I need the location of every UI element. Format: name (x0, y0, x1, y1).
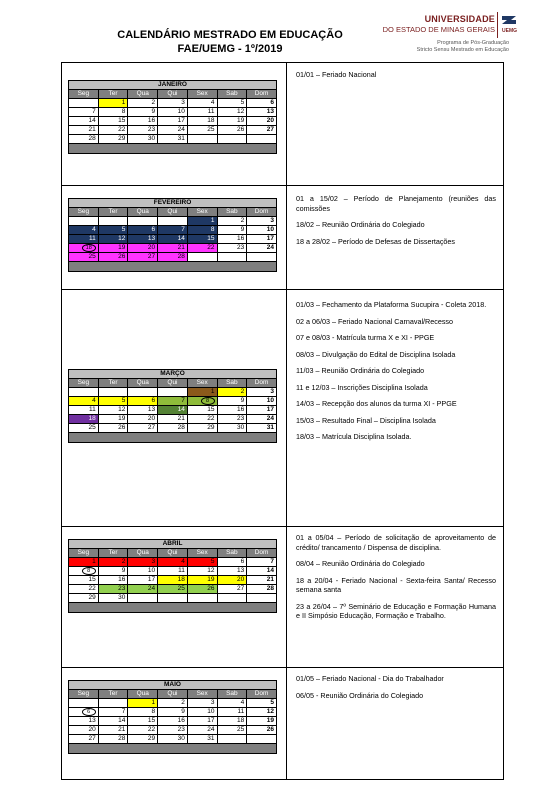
day-cell: 25 (69, 424, 99, 433)
day-cell (247, 253, 277, 262)
weekday-label: Dom (247, 208, 277, 217)
day-cell: 17 (247, 235, 277, 244)
day-cell: 27 (128, 253, 158, 262)
event-item: 11/03 – Reunião Ordinária do Colegiado (296, 366, 425, 375)
day-cell (69, 388, 99, 397)
day-cell: 22 (187, 244, 217, 253)
day-cell: 14 (247, 567, 277, 576)
day-cell (217, 735, 247, 744)
day-cell: 8 (98, 108, 128, 117)
logo-abbreviation: UEMG (502, 28, 517, 34)
event-item: 11 e 12/03 – Inscrições Disciplina Isolada (296, 382, 428, 392)
day-cell: 24 (187, 726, 217, 735)
weekday-label: Qui (158, 549, 188, 558)
weekday-label: Ter (98, 208, 128, 217)
event-item: 18 a 20/04 - Feriado Nacional - Sexta-feira Santa/ Recesso semana santa (296, 575, 496, 594)
day-cell: 9 (217, 226, 247, 235)
day-cell: 13 (217, 567, 247, 576)
day-cell: 17 (128, 576, 158, 585)
university-state: DO ESTADO DE MINAS GERAIS (382, 25, 495, 34)
day-cell: 27 (217, 585, 247, 594)
day-cell (217, 253, 247, 262)
day-cell: 7 (158, 226, 188, 235)
day-cell: 3 (128, 558, 158, 567)
day-cell (187, 397, 217, 406)
weekday-label: Sex (187, 690, 217, 699)
day-cell (247, 594, 277, 603)
event-item: 02 a 06/03 – Feriado Nacional Carnaval/Recesso (296, 316, 454, 326)
event-item: 01 a 15/02 – Período de Planejamento (reuniões das comissões (296, 194, 496, 213)
event-item: 15/03 – Resultado Final – Disciplina Isolada (296, 415, 436, 425)
day-cell: 2 (158, 699, 188, 708)
day-cell: 9 (128, 108, 158, 117)
day-cell: 6 (247, 99, 277, 108)
weekday-label: Qua (128, 549, 158, 558)
day-cell: 17 (247, 406, 277, 415)
day-cell: 18 (158, 576, 188, 585)
day-cell: 23 (98, 585, 128, 594)
day-cell: 4 (158, 558, 188, 567)
day-cell: 18 (217, 717, 247, 726)
day-cell: 7 (247, 558, 277, 567)
column-divider (286, 62, 287, 780)
day-cell: 21 (158, 244, 188, 253)
events-abril (296, 533, 496, 628)
day-cell: 28 (158, 424, 188, 433)
day-cell: 2 (128, 99, 158, 108)
day-cell: 18 (187, 117, 217, 126)
weekday-label: Dom (247, 379, 277, 388)
calendar-janeiro (68, 80, 277, 154)
day-cell: 26 (217, 126, 247, 135)
weekday-label: Seg (69, 90, 99, 99)
day-cell: 1 (69, 558, 99, 567)
day-cell (98, 699, 128, 708)
day-cell: 1 (187, 217, 217, 226)
event-item: 01 a 05/04 – Período de solicitação de aproveitamento de crédito/ trancamento / Dispensa de disciplina. (296, 533, 496, 552)
day-cell: 22 (69, 585, 99, 594)
event-item: 23 a 26/04 – 7º Seminário de Educação e Formação Humana e II Simpósio Educação, Formação e Trabalho. (296, 601, 496, 620)
day-cell: 25 (69, 253, 99, 262)
day-cell: 5 (98, 226, 128, 235)
day-cell: 11 (69, 406, 99, 415)
day-cell: 12 (217, 108, 247, 117)
day-cell: 12 (98, 235, 128, 244)
day-cell: 20 (69, 726, 99, 735)
row-divider (61, 185, 504, 186)
day-cell: 15 (98, 117, 128, 126)
day-cell: 16 (158, 717, 188, 726)
day-cell (69, 567, 99, 576)
day-cell (128, 594, 158, 603)
meeting-marker: 8 (201, 397, 215, 405)
event-item: 14/03 – Recepção dos alunos da turma XI - PPGE (296, 399, 457, 408)
weekday-label: Sab (217, 208, 247, 217)
day-cell: 24 (128, 585, 158, 594)
day-cell: 10 (247, 397, 277, 406)
day-cell: 12 (187, 567, 217, 576)
day-cell: 2 (217, 217, 247, 226)
weekday-label: Seg (69, 549, 99, 558)
weekday-label: Sab (217, 549, 247, 558)
day-cell: 20 (128, 415, 158, 424)
day-cell: 22 (128, 726, 158, 735)
day-cell: 5 (98, 397, 128, 406)
weekday-label: Seg (69, 208, 99, 217)
day-cell: 7 (158, 397, 188, 406)
row-divider (61, 526, 504, 527)
weekday-label: Seg (69, 379, 99, 388)
day-cell: 13 (128, 406, 158, 415)
day-cell: 21 (98, 726, 128, 735)
month-name: MARÇO (69, 370, 277, 379)
weekday-label: Qua (128, 690, 158, 699)
event-item: 18/03 – Matrícula Disciplina Isolada. (296, 432, 412, 441)
day-cell: 5 (217, 99, 247, 108)
day-cell: 2 (217, 388, 247, 397)
weekday-label: Dom (247, 90, 277, 99)
day-cell: 19 (98, 244, 128, 253)
event-item: 07 e 08/03 - Matrícula turma X e XI - PPGE (296, 333, 435, 342)
program-subtitle: Stricto Sensu Mestrado em Educação (416, 47, 509, 53)
day-cell: 25 (158, 585, 188, 594)
day-cell: 25 (187, 126, 217, 135)
meeting-marker: 6 (82, 708, 96, 716)
day-cell: 4 (69, 397, 99, 406)
day-cell: 28 (69, 135, 99, 144)
weekday-label: Sex (187, 90, 217, 99)
day-cell: 27 (247, 126, 277, 135)
day-cell: 19 (187, 576, 217, 585)
weekday-label: Qua (128, 90, 158, 99)
day-cell: 30 (128, 135, 158, 144)
day-cell: 11 (187, 108, 217, 117)
day-cell: 21 (247, 576, 277, 585)
day-cell: 15 (187, 235, 217, 244)
day-cell: 11 (69, 235, 99, 244)
weekday-label: Sab (217, 379, 247, 388)
day-cell: 24 (158, 126, 188, 135)
weekday-label: Sab (217, 90, 247, 99)
weekday-label: Qui (158, 690, 188, 699)
day-cell (247, 135, 277, 144)
calendar-marco (68, 369, 277, 443)
day-cell: 13 (247, 108, 277, 117)
day-cell (69, 217, 99, 226)
day-cell: 28 (247, 585, 277, 594)
weekday-label: Ter (98, 90, 128, 99)
day-cell: 7 (69, 108, 99, 117)
day-cell: 15 (128, 717, 158, 726)
day-cell: 28 (98, 735, 128, 744)
day-cell: 23 (158, 726, 188, 735)
day-cell: 29 (69, 594, 99, 603)
day-cell: 5 (187, 558, 217, 567)
day-cell: 19 (247, 717, 277, 726)
day-cell: 26 (98, 424, 128, 433)
day-cell: 9 (158, 708, 188, 717)
day-cell: 23 (128, 126, 158, 135)
event-item: 01/01 – Feriado Nacional (296, 70, 377, 79)
weekday-label: Seg (69, 690, 99, 699)
day-cell: 19 (98, 415, 128, 424)
day-cell: 31 (247, 424, 277, 433)
day-cell: 12 (247, 708, 277, 717)
calendar-footer-bar (69, 603, 277, 613)
day-cell: 4 (187, 99, 217, 108)
day-cell: 15 (69, 576, 99, 585)
day-cell: 21 (158, 415, 188, 424)
weekday-label: Ter (98, 379, 128, 388)
meeting-marker: 8 (82, 567, 96, 575)
day-cell: 16 (217, 235, 247, 244)
weekday-label: Sab (217, 690, 247, 699)
day-cell: 30 (98, 594, 128, 603)
day-cell: 6 (128, 226, 158, 235)
event-item: 01/05 – Feriado Nacional - Dia do Trabalhador (296, 674, 444, 683)
day-cell: 14 (69, 117, 99, 126)
day-cell: 3 (247, 217, 277, 226)
day-cell: 29 (128, 735, 158, 744)
weekday-label: Ter (98, 549, 128, 558)
day-cell (69, 99, 99, 108)
day-cell: 11 (217, 708, 247, 717)
calendar-subtitle: FAE/UEMG - 1º/2019 (177, 43, 283, 55)
events-maio (296, 674, 496, 707)
weekday-label: Dom (247, 549, 277, 558)
day-cell: 1 (98, 99, 128, 108)
weekday-label: Sex (187, 208, 217, 217)
event-item: 18 a 28/02 – Período de Defesas de Dissertações (296, 236, 456, 246)
month-name: ABRIL (69, 540, 277, 549)
day-cell (128, 217, 158, 226)
day-cell: 10 (128, 567, 158, 576)
day-cell: 23 (217, 415, 247, 424)
day-cell: 14 (98, 717, 128, 726)
day-cell: 6 (217, 558, 247, 567)
weekday-label: Qui (158, 90, 188, 99)
day-cell: 27 (128, 424, 158, 433)
event-item: 18/02 – Reunião Ordinária do Colegiado (296, 220, 425, 229)
day-cell: 21 (69, 126, 99, 135)
weekday-label: Ter (98, 690, 128, 699)
event-item: 08/04 – Reunião Ordinária do Colegiado (296, 559, 425, 568)
day-cell: 25 (217, 726, 247, 735)
day-cell: 1 (187, 388, 217, 397)
day-cell: 22 (187, 415, 217, 424)
day-cell: 31 (187, 735, 217, 744)
meeting-marker: 18 (82, 244, 96, 252)
day-cell (187, 594, 217, 603)
day-cell (158, 388, 188, 397)
day-cell: 10 (158, 108, 188, 117)
weekday-label: Sex (187, 379, 217, 388)
event-item: 08/03 – Divulgação do Edital de Disciplina Isolada (296, 349, 456, 359)
calendar-abril (68, 539, 277, 613)
calendar-footer-bar (69, 262, 277, 272)
uemg-logo (497, 12, 520, 38)
day-cell (69, 244, 99, 253)
day-cell (187, 253, 217, 262)
day-cell: 17 (158, 117, 188, 126)
day-cell (98, 388, 128, 397)
day-cell: 12 (98, 406, 128, 415)
day-cell (98, 217, 128, 226)
day-cell: 3 (247, 388, 277, 397)
day-cell (247, 735, 277, 744)
event-item: 06/05 - Reunião Ordinária do Colegiado (296, 690, 424, 700)
day-cell: 24 (247, 415, 277, 424)
day-cell: 29 (187, 424, 217, 433)
program-name: Programa de Pós-Graduação (437, 40, 509, 46)
weekday-label: Qua (128, 208, 158, 217)
day-cell (69, 699, 99, 708)
weekday-label: Sex (187, 549, 217, 558)
calendar-footer-bar (69, 744, 277, 754)
day-cell (69, 708, 99, 717)
day-cell: 9 (217, 397, 247, 406)
day-cell: 11 (158, 567, 188, 576)
day-cell: 9 (98, 567, 128, 576)
month-name: FEVEREIRO (69, 199, 277, 208)
day-cell: 31 (158, 135, 188, 144)
day-cell (158, 217, 188, 226)
calendar-footer-bar (69, 144, 277, 154)
day-cell: 14 (158, 235, 188, 244)
day-cell: 20 (217, 576, 247, 585)
day-cell: 18 (69, 415, 99, 424)
day-cell: 1 (128, 699, 158, 708)
day-cell: 30 (217, 424, 247, 433)
day-cell: 4 (217, 699, 247, 708)
day-cell: 22 (98, 126, 128, 135)
events-fevereiro (296, 194, 496, 253)
row-divider (61, 667, 504, 668)
day-cell: 16 (128, 117, 158, 126)
university-name: UNIVERSIDADE (424, 14, 495, 24)
day-cell: 29 (98, 135, 128, 144)
day-cell: 24 (247, 244, 277, 253)
day-cell: 17 (187, 717, 217, 726)
events-janeiro (296, 70, 496, 87)
day-cell: 3 (187, 699, 217, 708)
day-cell: 10 (247, 226, 277, 235)
day-cell (187, 135, 217, 144)
row-divider (61, 289, 504, 290)
day-cell: 14 (158, 406, 188, 415)
day-cell: 2 (98, 558, 128, 567)
day-cell (128, 388, 158, 397)
day-cell: 13 (69, 717, 99, 726)
month-name: JANEIRO (69, 81, 277, 90)
day-cell: 16 (98, 576, 128, 585)
day-cell: 26 (247, 726, 277, 735)
day-cell: 27 (69, 735, 99, 744)
day-cell: 10 (187, 708, 217, 717)
day-cell: 20 (128, 244, 158, 253)
day-cell: 8 (128, 708, 158, 717)
day-cell: 19 (217, 117, 247, 126)
uemg-logo-icon (501, 14, 517, 26)
month-name: MAIO (69, 681, 277, 690)
day-cell: 20 (247, 117, 277, 126)
day-cell (217, 594, 247, 603)
day-cell: 7 (98, 708, 128, 717)
day-cell: 13 (128, 235, 158, 244)
day-cell: 30 (158, 735, 188, 744)
weekday-label: Dom (247, 690, 277, 699)
day-cell: 15 (187, 406, 217, 415)
calendar-footer-bar (69, 433, 277, 443)
day-cell: 4 (69, 226, 99, 235)
weekday-label: Qui (158, 208, 188, 217)
day-cell: 26 (187, 585, 217, 594)
events-marco (296, 300, 496, 449)
calendar-fevereiro (68, 198, 277, 272)
weekday-label: Qua (128, 379, 158, 388)
day-cell: 16 (217, 406, 247, 415)
day-cell: 5 (247, 699, 277, 708)
day-cell: 28 (158, 253, 188, 262)
calendar-maio (68, 680, 277, 754)
weekday-label: Qui (158, 379, 188, 388)
day-cell: 23 (217, 244, 247, 253)
calendar-title: CALENDÁRIO MESTRADO EM EDUCAÇÃO (117, 29, 343, 41)
day-cell: 3 (158, 99, 188, 108)
day-cell (217, 135, 247, 144)
event-item: 01/03 – Fechamento da Plataforma Sucupira - Coleta 2018. (296, 300, 487, 309)
day-cell: 6 (128, 397, 158, 406)
day-cell: 8 (187, 226, 217, 235)
day-cell (158, 594, 188, 603)
day-cell: 26 (98, 253, 128, 262)
